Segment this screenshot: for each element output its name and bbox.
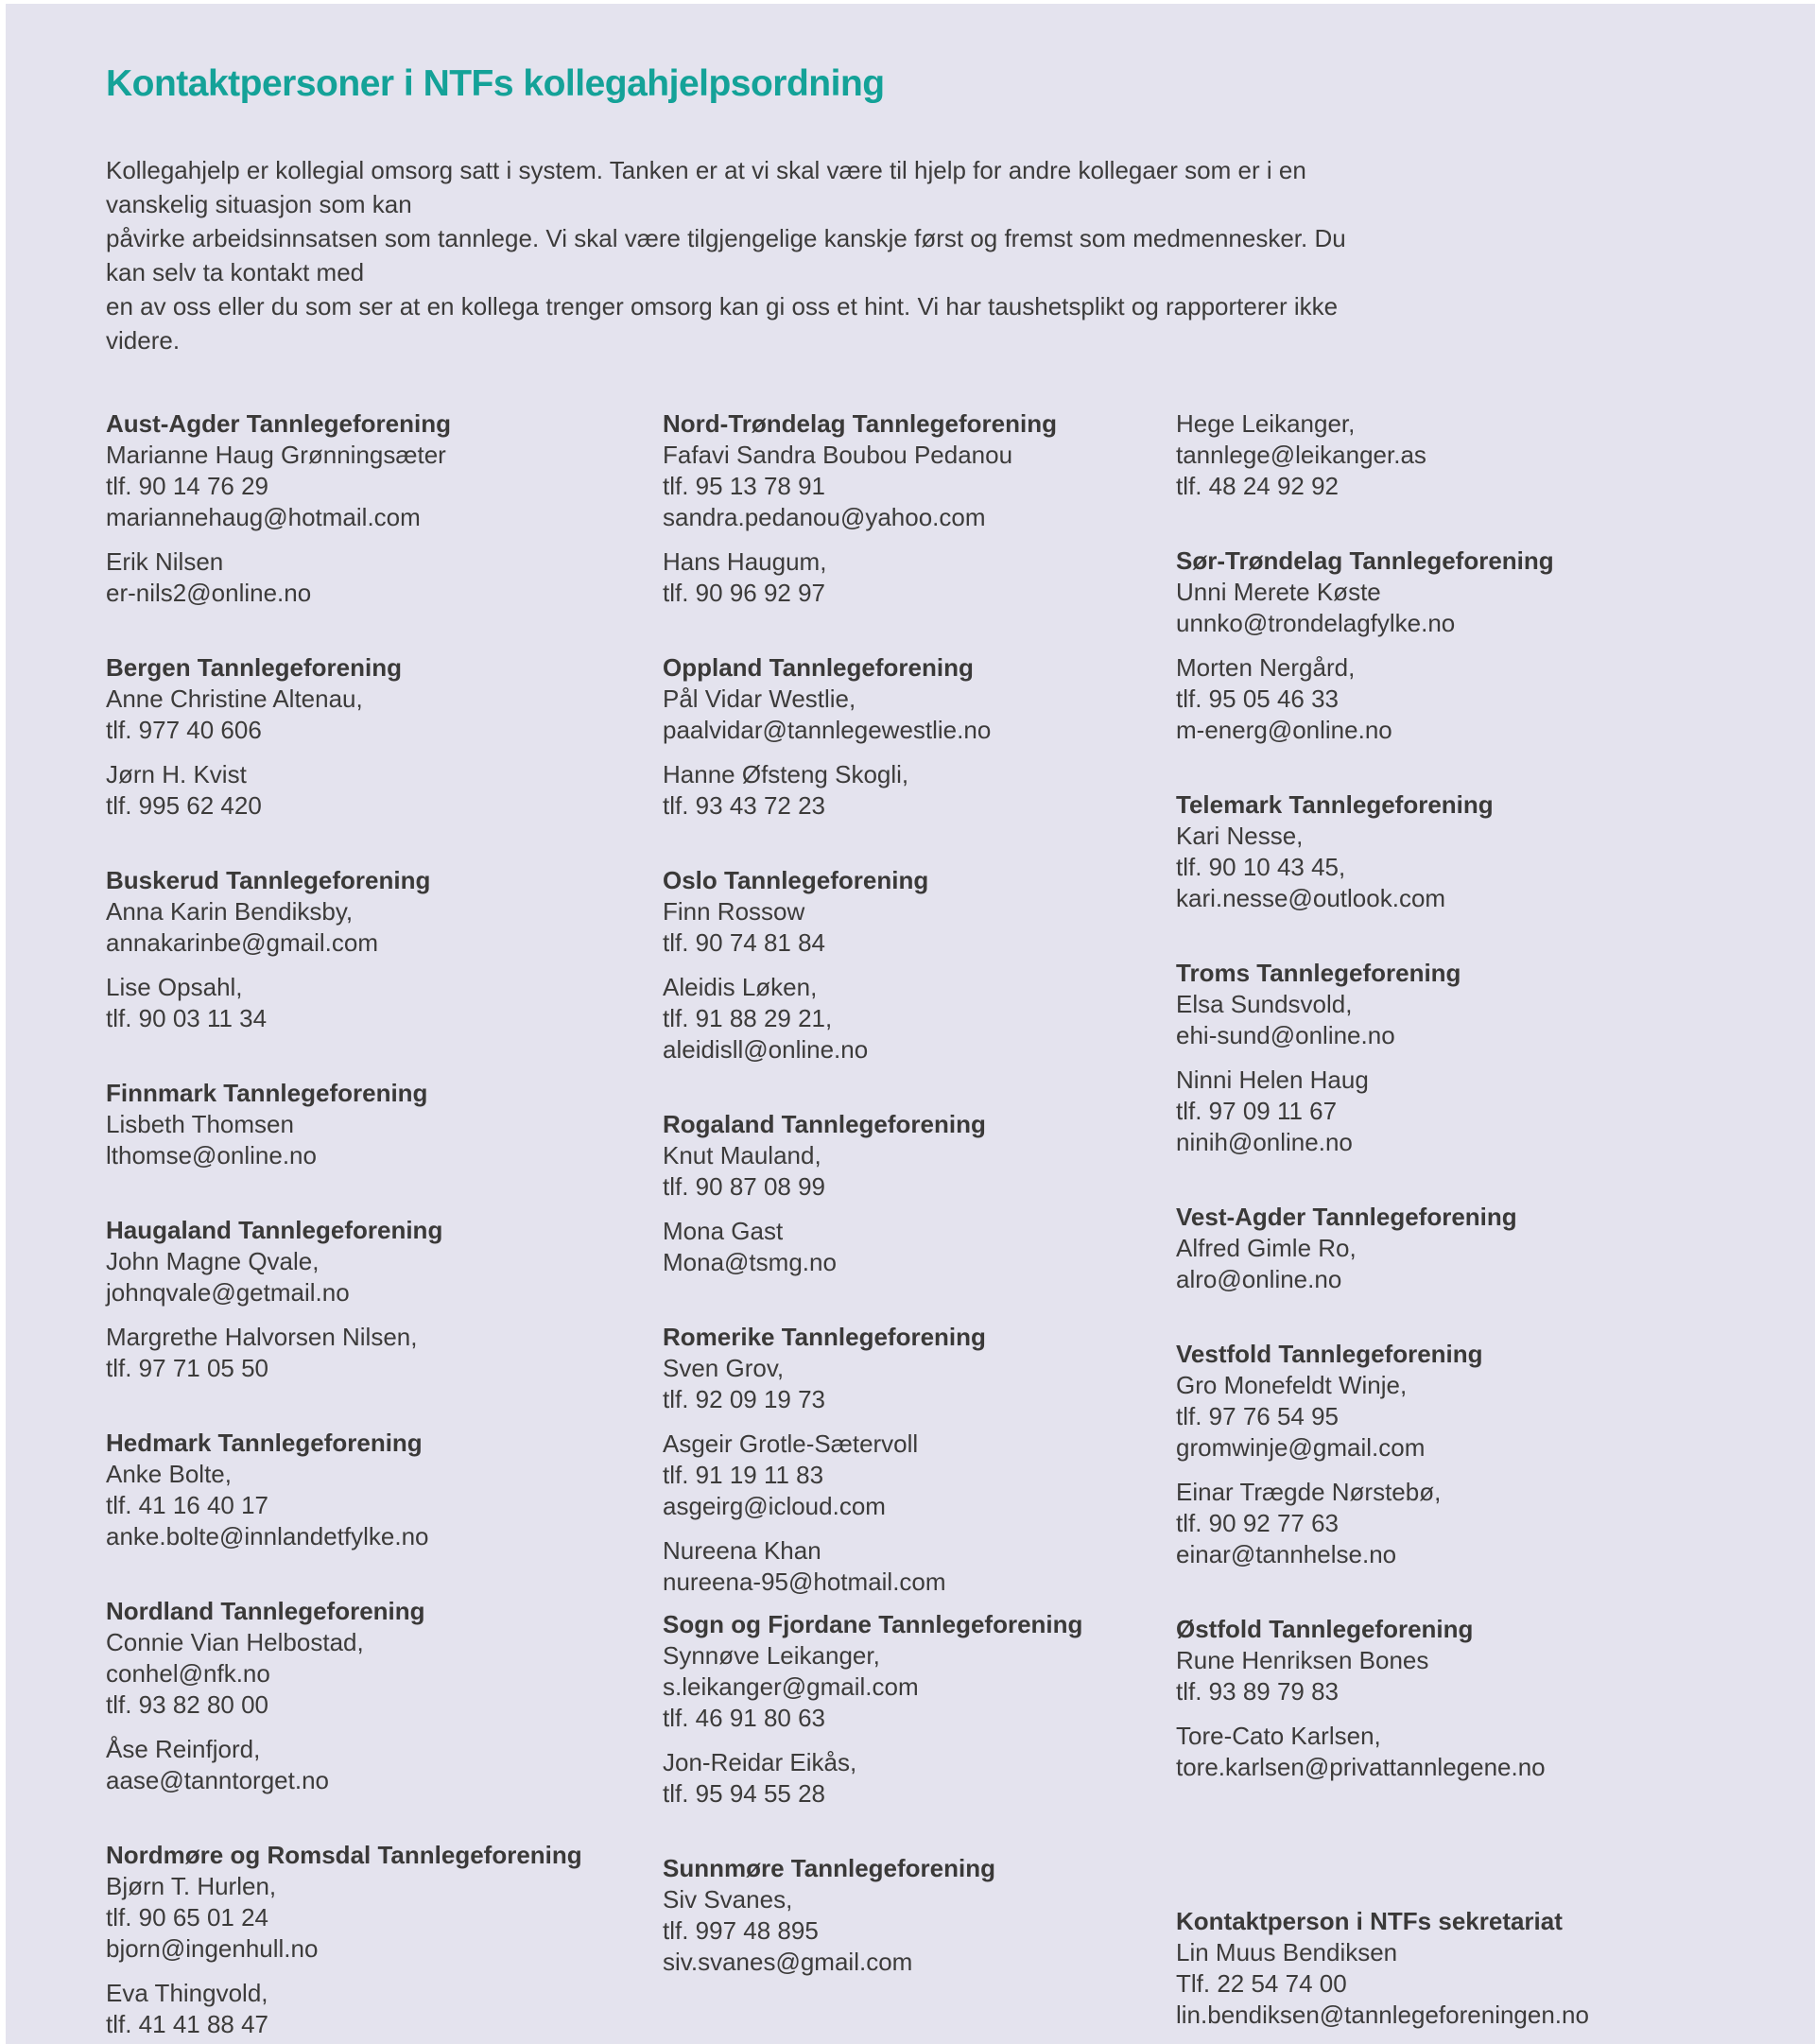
association-section (106, 1428, 663, 1552)
contact-block (663, 759, 1176, 822)
association-heading: Sogn og Fjordane Tannlegeforening (663, 1610, 1083, 1638)
contact-name: Sven Grov, (663, 1354, 785, 1382)
contact-phone: tlf. 41 41 88 47 (106, 2010, 269, 2038)
contact-phone: tlf. 93 89 79 83 (1176, 1677, 1340, 1706)
contact-name: Elsa Sundsvold, (1176, 990, 1353, 1018)
contact-name: Hans Haugum, (663, 547, 827, 576)
contact-phone: tlf. 92 09 19 73 (663, 1385, 826, 1413)
contact-block (1176, 652, 1777, 746)
contact-name: Knut Mauland, (663, 1141, 821, 1169)
contact-block (1176, 1065, 1777, 1158)
association-section (1176, 1202, 1777, 1295)
contact-name: Anne Christine Altenau, (106, 684, 363, 713)
contact-email: aase@tanntorget.no (106, 1766, 330, 1794)
association-section (106, 1596, 663, 1796)
intro-line: en av oss eller du som ser at en kollega trenger omsorg kan gi oss et hint. Vi har taushetsplikt og rapporterer ikke videre. (106, 292, 1339, 355)
association-heading: Vest-Agder Tannlegeforening (1176, 1203, 1517, 1231)
contact-email: Mona@tsmg.no (663, 1248, 837, 1276)
contact-block (663, 1140, 1176, 1203)
contact-phone: tlf. 90 03 11 34 (106, 1004, 268, 1032)
contact-block (663, 896, 1176, 959)
association-section (663, 1609, 1176, 1810)
contact-block (663, 1353, 1176, 1415)
contact-name: Pål Vidar Westlie, (663, 684, 856, 713)
contact-block (663, 1535, 1176, 1598)
contact-name: Bjørn T. Hurlen, (106, 1872, 277, 1900)
association-section (1176, 789, 1777, 914)
contact-email: gromwinje@gmail.com (1176, 1433, 1426, 1462)
contact-block (1176, 989, 1777, 1051)
contact-name: Tore-Cato Karlsen, (1176, 1722, 1381, 1750)
contact-phone: tlf. 97 09 11 67 (1176, 1097, 1338, 1125)
association-heading: Telemark Tannlegeforening (1176, 790, 1494, 819)
contact-email: aleidisll@online.no (663, 1035, 869, 1064)
association-section (663, 408, 1176, 609)
contact-name: Jørn H. Kvist (106, 760, 247, 788)
contact-name: Margrethe Halvorsen Nilsen, (106, 1323, 418, 1351)
contact-block (1176, 821, 1777, 914)
association-heading: Nordland Tannlegeforening (106, 1597, 425, 1625)
contact-email: lin.bendiksen@tannlegeforeningen.no (1176, 2001, 1589, 2029)
contact-phone: tlf. 46 91 80 63 (663, 1704, 826, 1732)
association-section (663, 1109, 1176, 1278)
association-section (106, 1215, 663, 1384)
contact-phone: tlf. 995 62 420 (106, 791, 262, 820)
contact-columns (106, 408, 1777, 2040)
contact-block (106, 1627, 663, 1721)
contact-name: Hanne Øfsteng Skogli, (663, 760, 909, 788)
contact-email: bjorn@ingenhull.no (106, 1934, 319, 1963)
contact-phone: tlf. 95 13 78 91 (663, 472, 826, 500)
contact-name: Morten Nergård, (1176, 653, 1356, 682)
contact-email: einar@tannhelse.no (1176, 1540, 1397, 1568)
contact-block (1176, 1370, 1777, 1464)
contact-phone: tlf. 90 92 77 63 (1176, 1509, 1340, 1537)
contact-email: alro@online.no (1176, 1265, 1342, 1293)
contact-email: unnko@trondelagfylke.no (1176, 609, 1456, 637)
contact-block (1176, 577, 1777, 639)
contact-phone: tlf. 97 71 05 50 (106, 1354, 269, 1382)
contact-block (1176, 1645, 1777, 1707)
contact-name: Ninni Helen Haug (1176, 1065, 1369, 1094)
contact-email: paalvidar@tannlegewestlie.no (663, 716, 992, 744)
contact-name: John Magne Qvale, (106, 1247, 320, 1275)
association-heading: Østfold Tannlegeforening (1176, 1615, 1474, 1643)
contact-block (106, 1734, 663, 1796)
contact-phone: tlf. 90 65 01 24 (106, 1903, 269, 1931)
contact-email: ninih@online.no (1176, 1128, 1353, 1156)
association-section (1176, 1614, 1777, 1783)
contact-block (663, 684, 1176, 746)
contact-block (663, 1747, 1176, 1810)
contact-name: Erik Nilsen (106, 547, 224, 576)
contact-phone: tlf. 90 14 76 29 (106, 472, 269, 500)
association-section (106, 652, 663, 822)
contact-block (106, 546, 663, 609)
contact-phone: tlf. 90 96 92 97 (663, 579, 826, 607)
association-heading: Rogaland Tannlegeforening (663, 1110, 986, 1138)
contact-name: Finn Rossow (663, 897, 805, 926)
contact-phone: tlf. 91 19 11 83 (663, 1461, 824, 1489)
contact-phone: tlf. 90 10 43 45, (1176, 853, 1346, 881)
contact-block (106, 1109, 663, 1171)
contact-email: s.leikanger@gmail.com (663, 1672, 919, 1701)
contact-name: Anke Bolte, (106, 1460, 232, 1488)
contact-email: er-nils2@online.no (106, 579, 312, 607)
contact-block (106, 1871, 663, 1965)
contact-column-2 (663, 408, 1176, 1978)
association-heading: Nordmøre og Romsdal Tannlegeforening (106, 1841, 582, 1869)
contact-email: mariannehaug@hotmail.com (106, 503, 421, 531)
contact-block (1176, 1233, 1777, 1295)
contact-email: tore.karlsen@privattannlegene.no (1176, 1753, 1546, 1781)
contact-phone: tlf. 91 88 29 21, (663, 1004, 833, 1032)
contact-name: Eva Thingvold, (106, 1979, 268, 2007)
contact-block (106, 896, 663, 959)
contact-block (1176, 1721, 1777, 1783)
contact-email: lthomse@online.no (106, 1141, 317, 1169)
contact-name: Marianne Haug Grønningsæter (106, 441, 446, 469)
association-section (663, 1853, 1176, 1978)
association-heading: Hedmark Tannlegeforening (106, 1429, 423, 1457)
contact-email: conhel@nfk.no (106, 1659, 270, 1688)
contact-phone: tlf. 95 94 55 28 (663, 1779, 826, 1808)
contact-email: annakarinbe@gmail.com (106, 928, 378, 957)
association-section (106, 1840, 663, 2040)
contact-email: m-energ@online.no (1176, 716, 1392, 744)
contact-name: Connie Vian Helbostad, (106, 1628, 364, 1656)
contact-email: nureena-95@hotmail.com (663, 1568, 946, 1596)
contact-block (663, 1429, 1176, 1522)
association-heading: Kontaktperson i NTFs sekretariat (1176, 1907, 1563, 1935)
contact-name: Åse Reinfjord, (106, 1735, 261, 1763)
contact-name: Mona Gast (663, 1217, 784, 1245)
contact-block (663, 440, 1176, 533)
association-section (1176, 1906, 1777, 2031)
contact-email: asgeirg@icloud.com (663, 1492, 886, 1520)
contact-column-3 (1176, 408, 1777, 2031)
association-section (1176, 1339, 1777, 1570)
contact-block (663, 546, 1176, 609)
contact-block (663, 972, 1176, 1065)
contact-name: Siv Svanes, (663, 1885, 793, 1914)
association-section (106, 408, 663, 609)
association-section (106, 1078, 663, 1171)
contact-name: Synnøve Leikanger, (663, 1641, 880, 1670)
association-heading: Oslo Tannlegeforening (663, 866, 929, 894)
contact-email: anke.bolte@innlandetfylke.no (106, 1522, 429, 1550)
contact-block (663, 1640, 1176, 1734)
association-heading: Finnmark Tannlegeforening (106, 1079, 428, 1107)
contact-name: Fafavi Sandra Boubou Pedanou (663, 441, 1013, 469)
contact-name: Aleidis Løken, (663, 973, 818, 1001)
contact-name: Alfred Gimle Ro, (1176, 1234, 1357, 1262)
contact-name: Unni Merete Køste (1176, 578, 1381, 606)
association-section (663, 652, 1176, 822)
contact-column-1 (106, 408, 663, 2040)
contact-phone: tlf. 997 48 895 (663, 1916, 819, 1945)
association-section (663, 865, 1176, 1065)
contact-name: Kari Nesse, (1176, 822, 1304, 850)
contact-email: ehi-sund@online.no (1176, 1021, 1395, 1049)
association-heading: Sunnmøre Tannlegeforening (663, 1854, 995, 1882)
association-heading: Oppland Tannlegeforening (663, 653, 974, 682)
contact-block (106, 972, 663, 1034)
contact-phone: tlf. 93 82 80 00 (106, 1690, 269, 1719)
contact-block (106, 684, 663, 746)
contact-name: Lise Opsahl, (106, 973, 243, 1001)
intro-line: påvirke arbeidsinnsatsen som tannlege. Vi skal være tilgjengelige kanskje først og fremst som medmennesker. Du kan selv ta kontakt med (106, 224, 1346, 286)
contact-block (1176, 408, 1777, 502)
contact-block (663, 1216, 1176, 1278)
association-section (663, 1322, 1176, 1598)
intro-paragraph (106, 153, 1363, 357)
contact-email: johnqvale@getmail.no (106, 1278, 350, 1307)
page-title: Kontaktpersoner i NTFs kollegahjelpsordning (106, 63, 885, 104)
association-section (106, 865, 663, 1034)
contact-phone: tlf. 977 40 606 (106, 716, 262, 744)
association-heading: Vestfold Tannlegeforening (1176, 1340, 1483, 1368)
association-heading: Aust-Agder Tannlegeforening (106, 409, 451, 438)
contact-name: Gro Monefeldt Winje, (1176, 1371, 1408, 1399)
contact-phone: tlf. 97 76 54 95 (1176, 1402, 1340, 1430)
association-heading: Haugaland Tannlegeforening (106, 1216, 443, 1244)
contact-name: Jon-Reidar Eikås, (663, 1748, 857, 1776)
contact-block (106, 759, 663, 822)
contact-phone: Tlf. 22 54 74 00 (1176, 1969, 1347, 1998)
contact-name: Asgeir Grotle-Sætervoll (663, 1429, 919, 1458)
association-heading: Buskerud Tannlegeforening (106, 866, 431, 894)
contact-phone: tlf. 90 74 81 84 (663, 928, 826, 957)
contact-email: kari.nesse@outlook.com (1176, 884, 1446, 912)
contact-name: Lin Muus Bendiksen (1176, 1938, 1398, 1966)
contact-block (1176, 1477, 1777, 1570)
contact-email: tannlege@leikanger.as (1176, 441, 1426, 469)
contact-block (106, 1322, 663, 1384)
association-heading: Nord-Trøndelag Tannlegeforening (663, 409, 1057, 438)
association-heading: Bergen Tannlegeforening (106, 653, 402, 682)
contact-block (106, 1459, 663, 1552)
association-heading: Troms Tannlegeforening (1176, 959, 1461, 987)
association-section (1176, 408, 1777, 502)
contact-block (1176, 1937, 1777, 2031)
contact-name: Einar Trægde Nørstebø, (1176, 1478, 1442, 1506)
contact-name: Anna Karin Bendiksby, (106, 897, 354, 926)
contact-email: siv.svanes@gmail.com (663, 1948, 913, 1976)
intro-line: Kollegahjelp er kollegial omsorg satt i system. Tanken er at vi skal være til hjelp for andre kollegaer som er i en vanskelig situasjon som kan (106, 156, 1306, 218)
contact-block (106, 1246, 663, 1308)
contact-phone: tlf. 48 24 92 92 (1176, 472, 1340, 500)
contact-block (663, 1884, 1176, 1978)
contact-phone: tlf. 41 16 40 17 (106, 1491, 269, 1519)
contact-phone: tlf. 95 05 46 33 (1176, 684, 1340, 713)
association-section (1176, 546, 1777, 746)
contact-phone: tlf. 90 87 08 99 (663, 1172, 826, 1201)
contact-name: Hege Leikanger, (1176, 409, 1356, 438)
contact-name: Lisbeth Thomsen (106, 1110, 294, 1138)
contact-email: sandra.pedanou@yahoo.com (663, 503, 986, 531)
association-heading: Sør-Trøndelag Tannlegeforening (1176, 546, 1554, 575)
contact-block (106, 440, 663, 533)
contact-phone: tlf. 93 43 72 23 (663, 791, 826, 820)
association-section (1176, 958, 1777, 1158)
contact-block (106, 1978, 663, 2040)
contact-name: Nureena Khan (663, 1536, 821, 1565)
contact-name: Rune Henriksen Bones (1176, 1646, 1429, 1674)
association-heading: Romerike Tannlegeforening (663, 1323, 986, 1351)
